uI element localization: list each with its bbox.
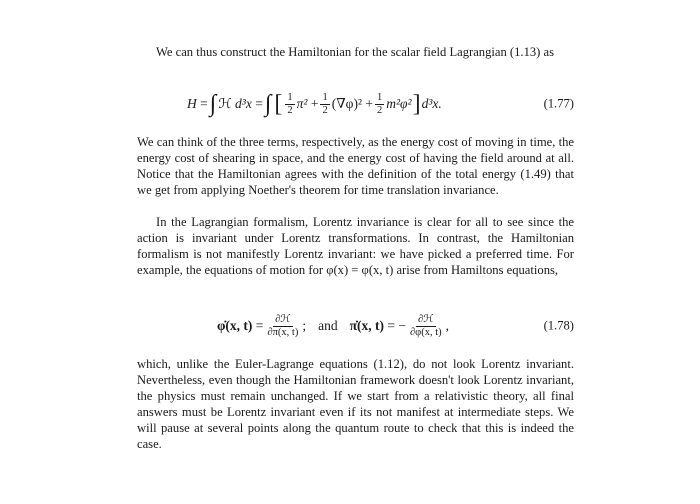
fraction-dH-dphi: $\frac{\text{∂ℋ}}{\partial\varphi(x, t)}$ [409,313,442,338]
paragraph-euler-lagrange: which, unlike the Euler-Lagrange equations (1.12), do not look Lorentz invariant. Nevertheless, even though the Hamiltonian framework doesn't look Lorentz invariant, the physics must remain unchanged. If we start from a relativistic theory, all final answers must be Lorentz invariant even if its not manifest at intermediate steps. We will pause at several points along the quantum route to check that this is indeed the case. [137,357,574,451]
paragraph-three-terms: We can think of the three terms, respectively, as the energy cost of moving in time, the energy cost of shearing in space, and the energy cost of having the field around at all. Notice that the Hamiltonian agrees with the definition of the total energy (1.49) that we get from applying Noether's theorem for time translation invariance. [137,135,574,197]
equation-1-78-body: φ̇(x, t) = $\frac{\text{∂ℋ}}{\partial\pi(x, t)}$ ; and π̇(x, t) = − $\frac{\text{∂ℋ}}{\partial\varphi(x, t)}$ , [217,313,450,338]
equation-number: (1.77) [543,96,574,111]
fraction-one-half: $\frac{1}{2}$ [322,91,328,116]
equation-number: (1.78) [543,318,574,333]
equation-1-77-body: H = ∫ ℋ d³x = ∫ [ $\frac{1}{2}$ π² + $\frac{1}{2}$ (∇φ)² + $\frac{1}{2}$ m²φ² ] d³x. [187,91,442,117]
equation-1-77 [137,84,574,124]
equation-1-78 [137,306,574,346]
fraction-dH-dpi: $\frac{\text{∂ℋ}}{\partial\pi(x, t)}$ [267,313,299,338]
fraction-one-half: $\frac{1}{2}$ [377,91,383,116]
fraction-one-half: $\frac{1}{2}$ [287,91,293,116]
paragraph-hamiltonian-intro: We can thus construct the Hamiltonian for the scalar field Lagrangian (1.13) as [156,45,554,59]
paragraph-lorentz-invariance: In the Lagrangian formalism, Lorentz invariance is clear for all to see since the action is invariant under Lorentz transformations. In contrast, the Hamiltonian formalism is not manifestly Lorentz invariant: we have picked a preferred time. For example, the equations of motion for φ(x) = φ(x, t) arise from Hamiltons equations, [137,215,574,277]
